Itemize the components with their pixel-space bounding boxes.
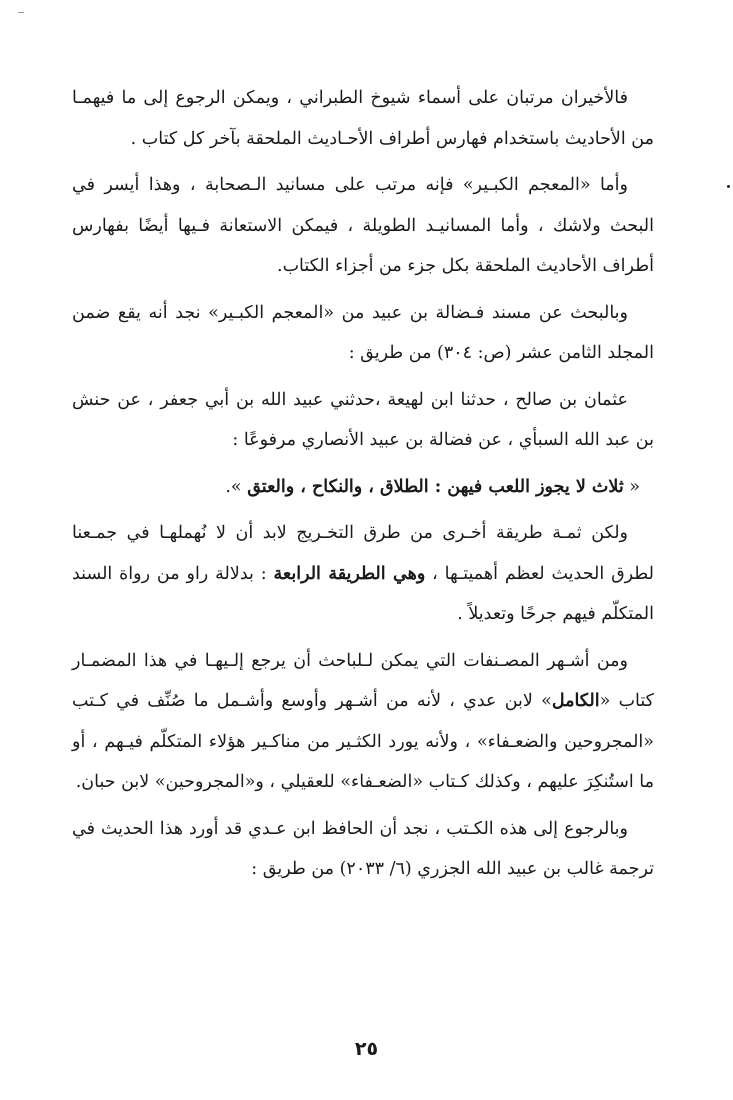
book-title-al-kamil: الكامل <box>551 691 600 711</box>
quote-open: « <box>623 476 640 497</box>
paragraph-search-result <box>72 293 654 374</box>
paragraph-fourth-method <box>72 513 654 635</box>
paragraph-text-after: » لابن عدي ، لأنه من أشـهر وأوسع وأشـمل ما صُنِّف في كـتب «المجروحين والضعـفاء» ، ولأنه يورد الكثـير من مناكـير هؤلاء المتكلّم فيـهم ، أو ما استُنكِرَ عليهم ، وكذلك كـتاب «الضعـفاء» للعقيلي ، و«المجروحين» لابن حبان. <box>72 691 654 792</box>
paragraph-ibn-adi-result <box>72 809 654 890</box>
page-corner-mark <box>18 12 24 13</box>
paragraph-isnad-chain <box>72 380 654 461</box>
paragraph-al-mu'jam-al-kabir <box>72 165 654 287</box>
paragraph-al-kamil <box>72 641 654 803</box>
paragraph-text-before: ولكن ثمـة طريقة أخـرى من طرق التخـريج لابد أن لا نُهملهـا في جمـعنا لطرق الحديث لعظم أهميتـها ، <box>72 523 654 584</box>
paragraph-text: وبالبحث عن مسند فـضالة بن عبيد من «المعجم الكبـير» نجد أنه يقع ضمن المجلد الثامن عشر (ص: ٣٠٤) من طريق : <box>72 302 654 363</box>
fourth-method-label: وهي الطريقة الرابعة <box>273 563 426 584</box>
paragraph-text: وبالرجوع إلى هذه الكـتب ، نجد أن الحافظ ابن عـدي قد أورد هذا الحديث في ترجمة غالب بن عبيد الله الجزري (٦/ ٢٠٣٣) من طريق : <box>72 818 654 879</box>
quote-close: ». <box>225 476 248 497</box>
paragraph-text: وأما «المعجم الكبـير» فإنه مرتب على مسانيد الـصحابة ، وهذا أيسر في البحث ولاشك ، وأما المسانيـد الطويلة ، فيمكن الاستعانة فـيها أيضًا بفهارس أطراف الأحاديث الملحقة بكل جزء من أجزاء الكتاب. <box>72 175 654 276</box>
paragraph-text: فالأخيران مرتبان على أسماء شيوخ الطبراني ، ويمكن الرجوع إلى ما فيهمـا من الأحاديث باستخدام فهارس أطراف الأحـاديث الملحقة بآخر كل كتاب . <box>72 88 654 149</box>
paragraph-sorting-of-mu'jams <box>72 78 654 159</box>
paragraph-text: عثمان بن صالح ، حدثنا ابن لهيعة ،حدثني عبيد الله بن أبي جعفر ، عن حنش بن عبد الله السبأي ، عن فضالة بن عبيد الأنصاري مرفوعًا : <box>72 389 654 450</box>
page-number: ٢٥ <box>354 1038 379 1060</box>
page-body <box>72 78 654 896</box>
paragraph-text-before: ومن أشـهر المصـنفات التي يمكن لـلباحث أن يرجع إلـيهـا في هذا المضمـار كتاب « <box>72 650 654 711</box>
paragraph-text-after: : بدلالة راو من رواة السند المتكلّم فيهم جرحًا وتعديلاً . <box>72 563 654 624</box>
hadith-quote <box>72 467 654 508</box>
hadith-text: ثلاث لا يجوز اللعب فيهن : الطلاق ، والنكاح ، والعتق <box>247 476 624 497</box>
page-edge-dot <box>727 185 730 188</box>
